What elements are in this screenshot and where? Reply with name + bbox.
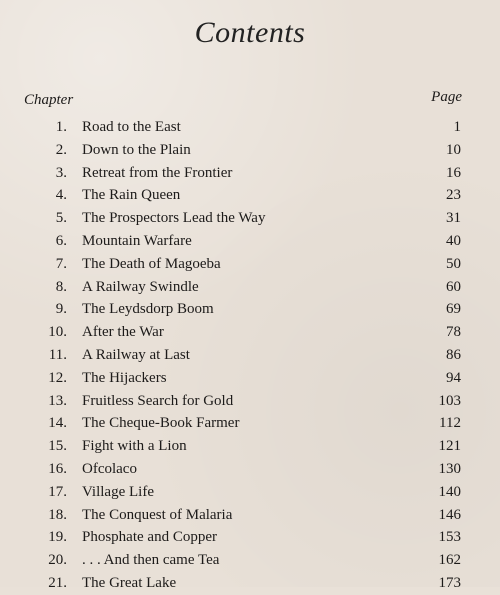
chapter-page: 40 [446, 232, 461, 249]
chapter-title: Fight with a Lion [82, 438, 187, 455]
chapter-page: 112 [439, 415, 461, 432]
chapter-number: 15. [48, 438, 67, 455]
chapter-number: 6. [55, 232, 67, 249]
chapter-number: 10. [48, 324, 67, 341]
toc-row [0, 481, 500, 504]
chapter-number: 19. [48, 529, 67, 546]
chapter-title: The Leydsdorp Boom [82, 301, 214, 318]
chapter-title: Village Life [82, 483, 154, 500]
chapter-page: 69 [446, 301, 461, 318]
chapter-page: 103 [438, 392, 461, 409]
chapter-number: 9. [55, 301, 67, 318]
chapter-page: 94 [446, 369, 461, 386]
toc-row [0, 549, 500, 572]
chapter-number: 2. [55, 141, 67, 158]
chapter-number: 20. [48, 552, 67, 569]
chapter-title: Mountain Warfare [82, 232, 192, 249]
chapter-number: 7. [55, 255, 67, 272]
toc-row [0, 184, 500, 207]
chapter-page: 78 [446, 324, 461, 341]
chapter-title: The Cheque-Book Farmer [82, 415, 240, 432]
chapter-title: The Death of Magoeba [82, 255, 221, 272]
chapter-number: 11. [48, 346, 67, 363]
chapter-number: 5. [55, 210, 67, 227]
toc-row [0, 412, 500, 435]
chapter-page: 162 [438, 552, 461, 569]
chapter-number: 12. [48, 369, 67, 386]
toc-row [0, 253, 500, 276]
chapter-number: 14. [48, 415, 67, 432]
chapter-page: 50 [446, 255, 461, 272]
chapter-title: The Hijackers [82, 369, 167, 386]
toc-row [0, 435, 500, 458]
chapter-page: 16 [446, 164, 461, 181]
chapter-page: 146 [438, 506, 461, 523]
chapter-number: 4. [55, 187, 67, 204]
chapter-title: Road to the East [82, 119, 181, 135]
chapter-number: 8. [55, 278, 67, 295]
chapter-page: 1 [453, 119, 461, 135]
chapter-page: 130 [438, 460, 461, 477]
chapter-title: . . . And then came Tea [82, 552, 220, 569]
chapter-page: 86 [446, 346, 461, 363]
chapter-title: The Conquest of Malaria [82, 506, 233, 523]
chapter-number: 17. [48, 483, 67, 500]
toc-row [0, 344, 500, 367]
chapter-number: 21. [48, 574, 67, 591]
chapter-page: 153 [438, 529, 461, 546]
chapter-title: Down to the Plain [82, 141, 191, 158]
chapter-column-header: Chapter [24, 92, 74, 108]
chapter-title: The Prospectors Lead the Way [82, 210, 266, 227]
toc-row [0, 162, 500, 185]
chapter-number: 16. [48, 460, 67, 477]
toc-row [0, 207, 500, 230]
chapter-title: Phosphate and Copper [82, 529, 217, 546]
toc-row [0, 116, 500, 139]
toc-row [0, 458, 500, 481]
chapter-title: A Railway at Last [82, 346, 190, 363]
toc-row [0, 526, 500, 549]
chapter-page: 10 [446, 141, 461, 158]
chapter-number: 13. [48, 392, 67, 409]
toc-row [0, 230, 500, 253]
chapter-number: 18. [48, 506, 67, 523]
chapter-page: 31 [446, 210, 461, 227]
toc-row [0, 367, 500, 390]
toc-row [0, 390, 500, 413]
chapter-page: 140 [438, 483, 461, 500]
toc-row [0, 139, 500, 162]
toc-row [0, 572, 500, 595]
chapter-page: 23 [446, 187, 461, 204]
chapter-title: Ofcolaco [82, 460, 137, 477]
chapter-title: Retreat from the Frontier [82, 164, 233, 181]
chapter-page: 60 [446, 278, 461, 295]
chapter-number: 1. [55, 119, 67, 135]
page-column-header: Page [431, 89, 462, 105]
page-title: Contents [194, 16, 306, 49]
toc-row [0, 276, 500, 299]
chapter-number: 3. [55, 164, 67, 181]
toc-row [0, 298, 500, 321]
chapter-page: 173 [438, 574, 461, 591]
toc-row [0, 321, 500, 344]
chapter-page: 121 [438, 438, 461, 455]
chapter-title: The Rain Queen [82, 187, 181, 204]
chapter-title: After the War [82, 324, 164, 341]
chapter-title: The Great Lake [82, 574, 177, 591]
chapter-title: A Railway Swindle [82, 278, 199, 295]
table-of-contents [0, 116, 500, 595]
toc-row [0, 504, 500, 527]
chapter-title: Fruitless Search for Gold [82, 392, 234, 409]
